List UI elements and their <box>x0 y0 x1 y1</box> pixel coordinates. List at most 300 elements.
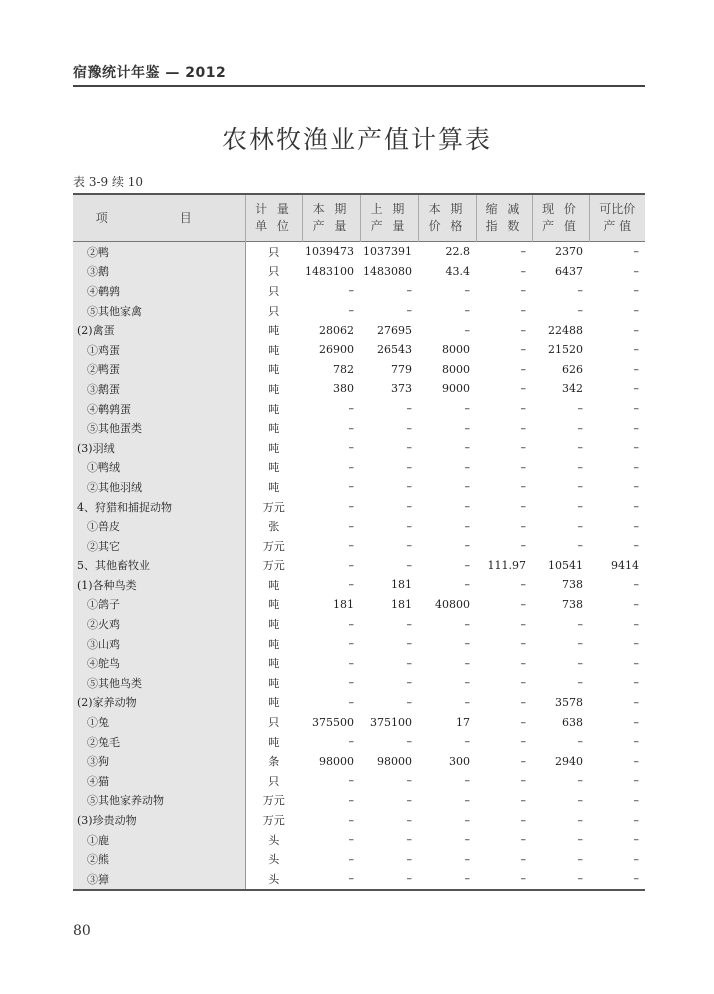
item-cell: ②其他羽绒 <box>73 477 245 497</box>
cur-value-cell: 342 <box>562 382 583 396</box>
index-cell: – <box>520 539 526 553</box>
table-row <box>73 556 645 576</box>
price-cell: – <box>464 833 470 847</box>
unit-cell: 吨 <box>268 618 280 632</box>
price-cell: – <box>464 304 470 318</box>
cur-qty-cell: – <box>348 460 354 474</box>
item-cell: ①兔 <box>73 712 245 732</box>
table-row <box>73 693 645 713</box>
comp-value-cell: 9414 <box>611 558 639 572</box>
cur-qty-cell: – <box>348 539 354 553</box>
cur-qty-cell: – <box>348 833 354 847</box>
item-cell: ⑤其他鸟类 <box>73 673 245 693</box>
unit-cell: 只 <box>268 774 280 788</box>
cur-qty-cell: 98000 <box>319 754 354 768</box>
comp-value-cell: – <box>633 793 639 807</box>
comp-value-cell: – <box>633 735 639 749</box>
table-row <box>73 399 645 419</box>
table-row <box>73 262 645 282</box>
price-cell: – <box>464 500 470 514</box>
index-cell: – <box>520 264 526 278</box>
comp-value-cell: – <box>633 578 639 592</box>
unit-cell: 头 <box>268 853 280 867</box>
index-cell: 111.97 <box>487 558 526 572</box>
item-cell: (2)禽蛋 <box>73 320 245 340</box>
cur-qty-cell: – <box>348 578 354 592</box>
cur-value-cell: 738 <box>562 578 583 592</box>
cur-value-cell: – <box>577 735 583 749</box>
price-cell: 43.4 <box>445 264 470 278</box>
index-cell: – <box>520 872 526 886</box>
comp-value-cell: – <box>633 460 639 474</box>
price-cell: – <box>464 421 470 435</box>
table-row <box>73 458 645 478</box>
table-row <box>73 575 645 595</box>
index-cell: – <box>520 676 526 690</box>
item-cell: ②鸭 <box>73 242 245 262</box>
data-table <box>73 193 645 891</box>
cur-qty-cell: – <box>348 813 354 827</box>
table-row <box>73 379 645 399</box>
unit-cell: 吨 <box>268 598 280 612</box>
comp-value-cell: – <box>633 500 639 514</box>
table-row <box>73 712 645 732</box>
price-cell: – <box>464 637 470 651</box>
prev-qty-cell: – <box>406 480 412 494</box>
page-title: 农林牧渔业产值计算表 <box>221 125 492 154</box>
unit-cell: 只 <box>268 284 280 298</box>
cur-value-cell: – <box>577 304 583 318</box>
index-cell: – <box>520 245 526 259</box>
unit-cell: 只 <box>268 265 280 279</box>
unit-cell: 吨 <box>268 343 280 357</box>
price-cell: – <box>464 793 470 807</box>
unit-cell: 万元 <box>262 814 285 828</box>
cur-value-cell: – <box>577 421 583 435</box>
cur-value-cell: – <box>577 852 583 866</box>
index-cell: – <box>520 754 526 768</box>
prev-qty-cell: 1037391 <box>363 245 412 259</box>
prev-qty-cell: 181 <box>391 597 412 611</box>
item-cell: ③狗 <box>73 751 245 771</box>
index-cell: – <box>520 715 526 729</box>
table-body <box>73 242 645 890</box>
price-cell: 40800 <box>435 597 470 611</box>
comp-value-cell: – <box>633 323 639 337</box>
table-row <box>73 516 645 536</box>
cur-value-cell: – <box>577 872 583 886</box>
cur-qty-cell: 1039473 <box>305 245 354 259</box>
index-cell: – <box>520 441 526 455</box>
index-cell: – <box>520 597 526 611</box>
cur-value-cell: – <box>577 519 583 533</box>
prev-qty-cell: – <box>406 421 412 435</box>
index-cell: – <box>520 343 526 357</box>
unit-cell: 吨 <box>268 324 280 338</box>
cur-value-cell: – <box>577 284 583 298</box>
price-cell: – <box>464 578 470 592</box>
comp-value-cell: – <box>633 695 639 709</box>
comp-value-cell: – <box>633 480 639 494</box>
unit-cell: 只 <box>268 716 280 730</box>
item-cell: ⑤其他家禽 <box>73 301 245 321</box>
index-cell: – <box>520 735 526 749</box>
item-cell: 5、其他畜牧业 <box>73 556 245 576</box>
item-cell: ②其它 <box>73 536 245 556</box>
index-cell: – <box>520 578 526 592</box>
index-cell: – <box>520 813 526 827</box>
col-header-prev-qty: 上 期 产 量 <box>360 194 418 242</box>
cur-qty-cell: – <box>348 480 354 494</box>
prev-qty-cell: – <box>406 676 412 690</box>
prev-qty-cell: 1483080 <box>363 264 412 278</box>
running-head: 宿豫统计年鉴 — 2012 <box>73 65 227 81</box>
prev-qty-cell: – <box>406 695 412 709</box>
col-header-unit: 计 量 单 位 <box>245 194 302 242</box>
unit-cell: 只 <box>268 245 280 259</box>
unit-cell: 吨 <box>268 363 280 377</box>
item-cell: ⑤其他家养动物 <box>73 791 245 811</box>
cur-qty-cell: – <box>348 441 354 455</box>
price-cell: – <box>464 774 470 788</box>
cur-qty-cell: 782 <box>333 362 354 376</box>
cur-qty-cell: – <box>348 793 354 807</box>
unit-cell: 头 <box>268 872 280 886</box>
item-cell: (3)珍贵动物 <box>73 810 245 830</box>
item-cell: ②熊 <box>73 849 245 869</box>
cur-value-cell: – <box>577 480 583 494</box>
table-row <box>73 653 645 673</box>
cur-qty-cell: – <box>348 421 354 435</box>
table-row <box>73 438 645 458</box>
unit-cell: 吨 <box>268 676 280 690</box>
unit-cell: 吨 <box>268 735 280 749</box>
prev-qty-cell: – <box>406 284 412 298</box>
price-cell: – <box>464 872 470 886</box>
cur-qty-cell: – <box>348 637 354 651</box>
price-cell: – <box>464 676 470 690</box>
comp-value-cell: – <box>633 441 639 455</box>
comp-value-cell: – <box>633 637 639 651</box>
prev-qty-cell: – <box>406 735 412 749</box>
price-cell: – <box>464 323 470 337</box>
index-cell: – <box>520 421 526 435</box>
cur-qty-cell: – <box>348 774 354 788</box>
item-cell: ①兽皮 <box>73 516 245 536</box>
comp-value-cell: – <box>633 715 639 729</box>
price-cell: – <box>464 402 470 416</box>
unit-cell: 万元 <box>262 794 285 808</box>
cur-qty-cell: – <box>348 519 354 533</box>
index-cell: – <box>520 304 526 318</box>
price-cell: – <box>464 735 470 749</box>
comp-value-cell: – <box>633 656 639 670</box>
cur-qty-cell: – <box>348 284 354 298</box>
price-cell: – <box>464 656 470 670</box>
comp-value-cell: – <box>633 421 639 435</box>
col-header-cur-value: 现 价 产 值 <box>532 194 589 242</box>
unit-cell: 吨 <box>268 480 280 494</box>
item-cell: ④鸵鸟 <box>73 653 245 673</box>
index-cell: – <box>520 382 526 396</box>
index-cell: – <box>520 500 526 514</box>
item-cell: ④鹌鹑蛋 <box>73 399 245 419</box>
table-row <box>73 810 645 830</box>
table-row <box>73 614 645 634</box>
index-cell: – <box>520 852 526 866</box>
item-cell: ①鸭绒 <box>73 458 245 478</box>
cur-value-cell: – <box>577 500 583 514</box>
price-cell: 300 <box>449 754 470 768</box>
table-row <box>73 732 645 752</box>
unit-cell: 吨 <box>268 382 280 396</box>
item-cell: (1)各种鸟类 <box>73 575 245 595</box>
index-cell: – <box>520 284 526 298</box>
comp-value-cell: – <box>633 304 639 318</box>
table-row <box>73 634 645 654</box>
prev-qty-cell: 375100 <box>370 715 412 729</box>
comp-value-cell: – <box>633 754 639 768</box>
prev-qty-cell: – <box>406 617 412 631</box>
price-cell: – <box>464 480 470 494</box>
table-row <box>73 301 645 321</box>
cur-qty-cell: – <box>348 735 354 749</box>
item-cell: ①鸽子 <box>73 595 245 615</box>
table-row <box>73 418 645 438</box>
table-row <box>73 497 645 517</box>
item-cell: ⑤其他蛋类 <box>73 418 245 438</box>
cur-qty-cell: – <box>348 402 354 416</box>
cur-qty-cell: 380 <box>333 382 354 396</box>
table-row <box>73 869 645 890</box>
page-number: 80 <box>73 923 91 939</box>
cur-value-cell: – <box>577 793 583 807</box>
prev-qty-cell: – <box>406 402 412 416</box>
index-cell: – <box>520 656 526 670</box>
price-cell: – <box>464 539 470 553</box>
index-cell: – <box>520 774 526 788</box>
item-cell: ③山鸡 <box>73 634 245 654</box>
cur-qty-cell: – <box>348 304 354 318</box>
cur-value-cell: 21520 <box>548 343 583 357</box>
cur-qty-cell: – <box>348 656 354 670</box>
comp-value-cell: – <box>633 343 639 357</box>
item-cell: ④猫 <box>73 771 245 791</box>
prev-qty-cell: 98000 <box>377 754 412 768</box>
table-label: 表 3-9 续 10 <box>73 175 144 189</box>
prev-qty-cell: – <box>406 304 412 318</box>
cur-value-cell: – <box>577 402 583 416</box>
price-cell: – <box>464 519 470 533</box>
table-row <box>73 751 645 771</box>
index-cell: – <box>520 637 526 651</box>
index-cell: – <box>520 480 526 494</box>
comp-value-cell: – <box>633 519 639 533</box>
cur-value-cell: – <box>577 617 583 631</box>
comp-value-cell: – <box>633 617 639 631</box>
prev-qty-cell: 779 <box>391 362 412 376</box>
index-cell: – <box>520 362 526 376</box>
cur-qty-cell: 26900 <box>319 343 354 357</box>
comp-value-cell: – <box>633 245 639 259</box>
prev-qty-cell: – <box>406 656 412 670</box>
prev-qty-cell: 373 <box>391 382 412 396</box>
cur-value-cell: 3578 <box>555 695 583 709</box>
price-cell: – <box>464 460 470 474</box>
cur-value-cell: – <box>577 637 583 651</box>
cur-value-cell: – <box>577 539 583 553</box>
table-row <box>73 673 645 693</box>
comp-value-cell: – <box>633 362 639 376</box>
unit-cell: 吨 <box>268 578 280 592</box>
table-row <box>73 320 645 340</box>
price-cell: 22.8 <box>445 245 470 259</box>
prev-qty-cell: – <box>406 558 412 572</box>
price-cell: – <box>464 617 470 631</box>
index-cell: – <box>520 402 526 416</box>
price-cell: 17 <box>456 715 470 729</box>
prev-qty-cell: – <box>406 441 412 455</box>
cur-value-cell: – <box>577 441 583 455</box>
cur-value-cell: 626 <box>562 362 583 376</box>
cur-value-cell: – <box>577 676 583 690</box>
comp-value-cell: – <box>633 402 639 416</box>
prev-qty-cell: 181 <box>391 578 412 592</box>
prev-qty-cell: 27695 <box>377 323 412 337</box>
cur-value-cell: 2940 <box>555 754 583 768</box>
prev-qty-cell: – <box>406 872 412 886</box>
table-row <box>73 360 645 380</box>
item-cell: ③獐 <box>73 869 245 890</box>
cur-qty-cell: – <box>348 695 354 709</box>
price-cell: 8000 <box>442 343 470 357</box>
prev-qty-cell: – <box>406 774 412 788</box>
cur-value-cell: – <box>577 656 583 670</box>
unit-cell: 条 <box>268 755 280 769</box>
prev-qty-cell: – <box>406 833 412 847</box>
item-cell: ③鹅蛋 <box>73 379 245 399</box>
cur-value-cell: 6437 <box>555 264 583 278</box>
index-cell: – <box>520 695 526 709</box>
prev-qty-cell: – <box>406 793 412 807</box>
price-cell: – <box>464 852 470 866</box>
price-cell: – <box>464 558 470 572</box>
item-cell: 4、狩猎和捕捉动物 <box>73 497 245 517</box>
cur-qty-cell: – <box>348 500 354 514</box>
cur-qty-cell: – <box>348 617 354 631</box>
item-cell: ④鹌鹑 <box>73 281 245 301</box>
comp-value-cell: – <box>633 382 639 396</box>
unit-cell: 万元 <box>262 500 285 514</box>
cur-qty-cell: – <box>348 852 354 866</box>
item-cell: ②鸭蛋 <box>73 360 245 380</box>
index-cell: – <box>520 460 526 474</box>
comp-value-cell: – <box>633 597 639 611</box>
price-cell: – <box>464 441 470 455</box>
price-cell: – <box>464 813 470 827</box>
index-cell: – <box>520 833 526 847</box>
unit-cell: 吨 <box>268 637 280 651</box>
table-header-row <box>73 194 645 242</box>
comp-value-cell: – <box>633 813 639 827</box>
cur-value-cell: 10541 <box>548 558 583 572</box>
cur-qty-cell: – <box>348 676 354 690</box>
comp-value-cell: – <box>633 539 639 553</box>
prev-qty-cell: 26543 <box>377 343 412 357</box>
cur-value-cell: 738 <box>562 597 583 611</box>
cur-qty-cell: – <box>348 558 354 572</box>
table-row <box>73 791 645 811</box>
prev-qty-cell: – <box>406 519 412 533</box>
cur-qty-cell: 28062 <box>319 323 354 337</box>
unit-cell: 万元 <box>262 539 285 553</box>
prev-qty-cell: – <box>406 539 412 553</box>
table-row <box>73 477 645 497</box>
comp-value-cell: – <box>633 852 639 866</box>
cur-value-cell: – <box>577 813 583 827</box>
index-cell: – <box>520 323 526 337</box>
price-cell: 8000 <box>442 362 470 376</box>
index-cell: – <box>520 793 526 807</box>
cur-value-cell: 22488 <box>548 323 583 337</box>
col-header-comp-value: 可比价 产 值 <box>589 194 645 242</box>
cur-value-cell: – <box>577 460 583 474</box>
unit-cell: 只 <box>268 304 280 318</box>
cur-value-cell: – <box>577 774 583 788</box>
col-header-index: 缩 减 指 数 <box>476 194 532 242</box>
cur-qty-cell: 1483100 <box>305 264 354 278</box>
table-row <box>73 340 645 360</box>
unit-cell: 吨 <box>268 461 280 475</box>
cur-qty-cell: – <box>348 872 354 886</box>
comp-value-cell: – <box>633 774 639 788</box>
col-header-cur-qty: 本 期 产 量 <box>302 194 360 242</box>
index-cell: – <box>520 519 526 533</box>
item-cell: ①鹿 <box>73 830 245 850</box>
cur-qty-cell: 181 <box>333 597 354 611</box>
item-cell: (3)羽绒 <box>73 438 245 458</box>
table-row <box>73 849 645 869</box>
index-cell: – <box>520 617 526 631</box>
comp-value-cell: – <box>633 676 639 690</box>
unit-cell: 吨 <box>268 422 280 436</box>
unit-cell: 头 <box>268 833 280 847</box>
item-cell: ①鸡蛋 <box>73 340 245 360</box>
comp-value-cell: – <box>633 872 639 886</box>
unit-cell: 吨 <box>268 657 280 671</box>
unit-cell: 张 <box>268 520 280 534</box>
col-header-item: 项 目 <box>73 194 245 242</box>
table-row <box>73 595 645 615</box>
comp-value-cell: – <box>633 833 639 847</box>
item-cell: ③鹅 <box>73 262 245 282</box>
item-cell: ②兔毛 <box>73 732 245 752</box>
prev-qty-cell: – <box>406 813 412 827</box>
comp-value-cell: – <box>633 264 639 278</box>
item-cell: (2)家养动物 <box>73 693 245 713</box>
prev-qty-cell: – <box>406 460 412 474</box>
item-cell: ②火鸡 <box>73 614 245 634</box>
table-row <box>73 281 645 301</box>
prev-qty-cell: – <box>406 852 412 866</box>
table-row <box>73 830 645 850</box>
price-cell: – <box>464 695 470 709</box>
unit-cell: 吨 <box>268 441 280 455</box>
cur-value-cell: 638 <box>562 715 583 729</box>
unit-cell: 吨 <box>268 696 280 710</box>
price-cell: 9000 <box>442 382 470 396</box>
table-row <box>73 536 645 556</box>
